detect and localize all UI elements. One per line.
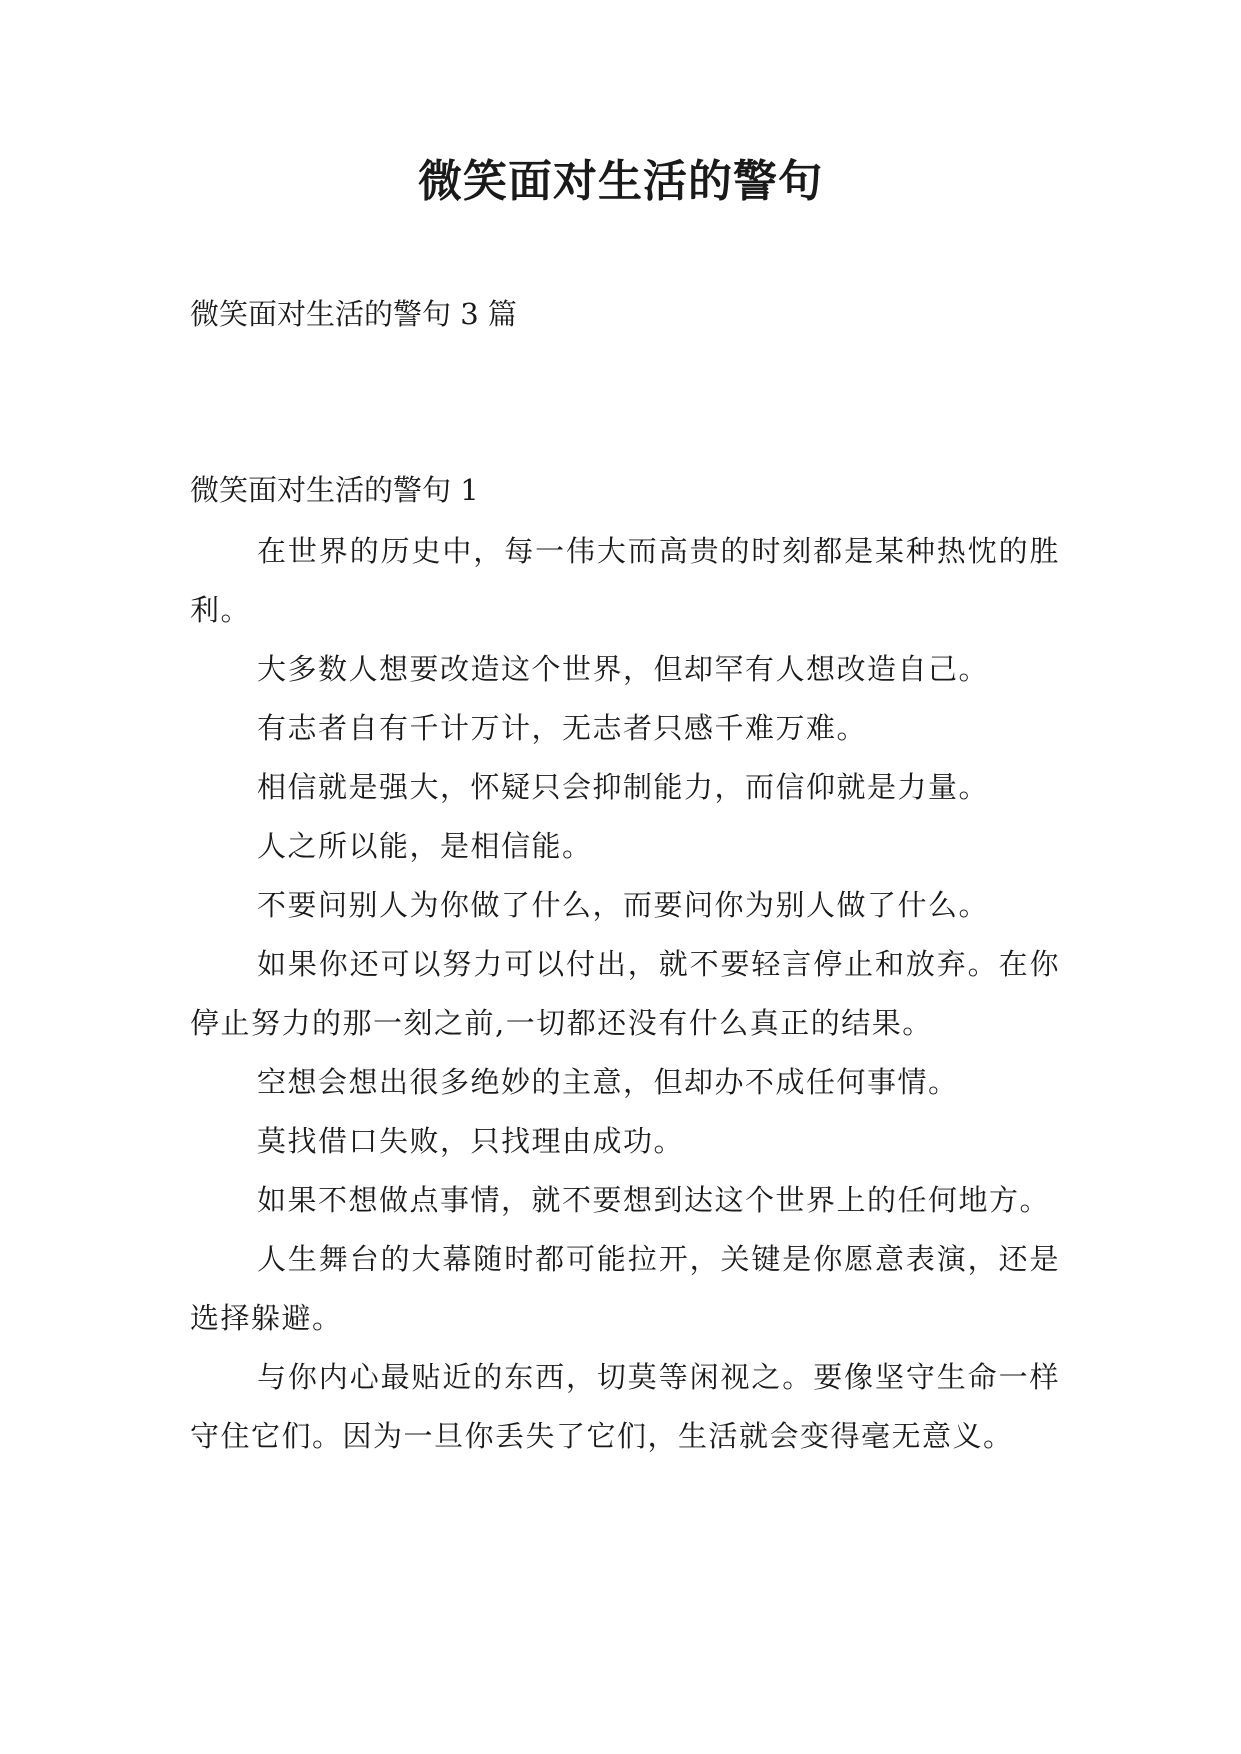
document-body <box>190 522 1060 1466</box>
document-title: 微笑面对生活的警句 <box>418 156 823 207</box>
paragraph: 不要问别人为你做了什么，而要问你为别人做了什么。 <box>257 888 990 922</box>
paragraph: 相信就是强大，怀疑只会抑制能力，而信仰就是力量。 <box>257 770 990 804</box>
paragraph: 如果不想做点事情，就不要想到达这个世界上的任何地方。 <box>257 1183 1051 1217</box>
paragraph: 在世界的历史中，每一伟大而高贵的时刻都是某种热忱的胜利。 <box>190 534 1060 627</box>
document-subtitle: 微笑面对生活的警句 3 篇 <box>190 297 517 331</box>
paragraph: 莫找借口失败，只找理由成功。 <box>257 1124 685 1158</box>
paragraph: 有志者自有千计万计，无志者只感千难万难。 <box>257 711 868 745</box>
section-title: 微笑面对生活的警句 1 <box>190 473 479 507</box>
paragraph: 人生舞台的大幕随时都可能拉开，关键是你愿意表演，还是选择躲避。 <box>190 1242 1060 1335</box>
paragraph: 与你内心最贴近的东西，切莫等闲视之。要像坚守生命一样守住它们。因为一旦你丢失了它们，生活就会变得毫无意义。 <box>190 1360 1060 1453</box>
paragraph: 大多数人想要改造这个世界，但却罕有人想改造自己。 <box>257 652 990 686</box>
paragraph: 人之所以能，是相信能。 <box>257 829 593 863</box>
paragraph: 空想会想出很多绝妙的主意，但却办不成任何事情。 <box>257 1065 959 1099</box>
paragraph: 如果你还可以努力可以付出，就不要轻言停止和放弃。在你停止努力的那一刻之前,一切都还没有什么真正的结果。 <box>190 947 1060 1040</box>
